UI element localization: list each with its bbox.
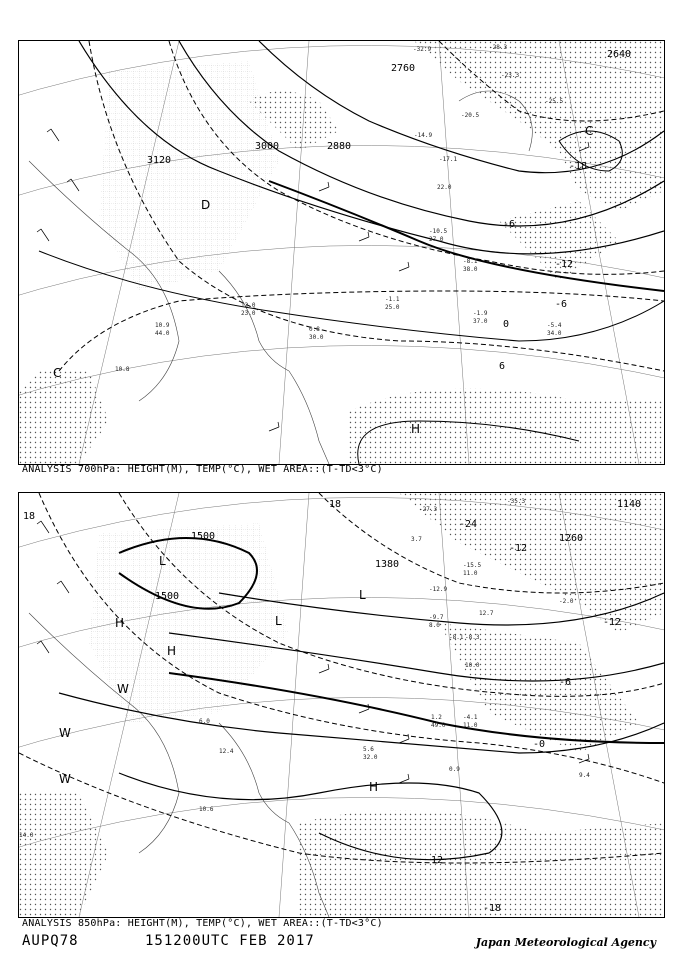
- high-pressure-symbol-2: H: [167, 644, 177, 658]
- obs-value: 14.0: [19, 832, 34, 839]
- obs-value: -8.1: [449, 634, 464, 641]
- height-label-1260: 1260: [559, 533, 584, 544]
- obs-value: 3.7: [411, 536, 422, 543]
- obs-value: 0.8: [309, 326, 320, 333]
- analysis-850hpa-map: [18, 492, 665, 918]
- obs-value: 1.2: [431, 714, 442, 721]
- height-label-1380: 1380: [375, 559, 400, 570]
- obs-value: 9.4: [579, 772, 590, 779]
- caption-850hpa: ANALYSIS 850hPa: HEIGHT(M), TEMP(°C), WET AREA::(T-TD<3°C): [22, 918, 383, 929]
- temp-label-minus18: -18: [569, 161, 588, 172]
- obs-value: 0.9: [449, 766, 460, 773]
- obs-value: -9.7: [429, 614, 444, 621]
- obs-value: 10.9: [155, 322, 170, 329]
- temp-label-0: -0: [533, 739, 546, 750]
- temp-label-6: 6: [499, 361, 506, 372]
- obs-value: -25.5: [545, 98, 564, 105]
- obs-value: -1.1: [385, 296, 400, 303]
- temp-label-minus6: -6: [559, 677, 572, 688]
- obs-value: 12.0: [241, 302, 256, 309]
- obs-value: -35.3: [507, 498, 526, 505]
- temp-label-minus18: -18: [483, 903, 502, 914]
- warm-center-symbol-3: W: [59, 772, 71, 786]
- agency-name: Japan Meteorological Agency: [475, 936, 656, 949]
- obs-value: 37.0: [473, 318, 488, 325]
- cold-center-symbol: C: [585, 124, 594, 138]
- obs-value: -12.9: [429, 586, 448, 593]
- other-center-symbol: D: [201, 198, 211, 212]
- low-pressure-symbol-3: L: [359, 588, 366, 602]
- obs-value: 32.0: [363, 754, 378, 761]
- obs-value: 10.0: [465, 662, 480, 669]
- height-label-1500b: 1500: [191, 531, 216, 542]
- temp-label-minus24: -24: [459, 519, 478, 530]
- obs-value: 22.0: [437, 184, 452, 191]
- obs-value: 12.7: [479, 610, 494, 617]
- obs-value: 12.4: [219, 748, 234, 755]
- product-code: AUPQ78: [22, 933, 79, 949]
- obs-value: -8.3: [465, 634, 480, 641]
- temp-label-18b: 18: [329, 499, 342, 510]
- obs-value: 8.0: [429, 622, 440, 629]
- obs-value: -4.1: [463, 714, 478, 721]
- obs-value: 38.0: [463, 266, 478, 273]
- obs-value: 30.0: [309, 334, 324, 341]
- map-700-svg: [19, 41, 664, 464]
- obs-value: -2.0: [559, 598, 574, 605]
- obs-value: -28.3: [489, 44, 508, 51]
- high-pressure-symbol-3: H: [369, 780, 379, 794]
- obs-value: -20.5: [461, 112, 480, 119]
- height-label-3120: 3120: [147, 155, 172, 166]
- obs-value: -32.9: [413, 46, 432, 53]
- height-label-2640: 2640: [607, 49, 632, 60]
- obs-value: 27.0: [429, 236, 444, 243]
- cold-center-symbol-west: C: [53, 366, 62, 380]
- height-label-2880: 2880: [327, 141, 352, 152]
- obs-value: -27.3: [419, 506, 438, 513]
- obs-value: 6.0: [199, 718, 210, 725]
- temp-label-18: 18: [23, 511, 36, 522]
- temp-label-minus12b: -12: [603, 617, 622, 628]
- high-pressure-symbol: H: [411, 422, 421, 436]
- height-label-2760: 2760: [391, 63, 416, 74]
- obs-value: 34.0: [547, 330, 562, 337]
- obs-value: 5.6: [363, 746, 374, 753]
- analysis-700hpa-map: [18, 40, 665, 465]
- temp-label-minus6b: -6: [503, 219, 516, 230]
- obs-value: -10.5: [429, 228, 448, 235]
- caption-700hpa: ANALYSIS 700hPa: HEIGHT(M), TEMP(°C), WET AREA::(T-TD<3°C): [22, 464, 383, 475]
- low-pressure-symbol-2: L: [275, 614, 282, 628]
- obs-value: -15.5: [463, 562, 482, 569]
- high-pressure-symbol: H: [115, 616, 125, 630]
- obs-value: -8.1: [463, 258, 478, 265]
- obs-value: 25.0: [385, 304, 400, 311]
- obs-value: 11.0: [463, 570, 478, 577]
- obs-value: -5.4: [547, 322, 562, 329]
- obs-value: -1.9: [473, 310, 488, 317]
- obs-value: 11.0: [463, 722, 478, 729]
- obs-value: -23.3: [501, 72, 520, 79]
- obs-value: 44.0: [155, 330, 170, 337]
- analysis-datetime: 151200UTC FEB 2017: [145, 933, 315, 949]
- height-label-3000: 3000: [255, 141, 280, 152]
- obs-value: 23.0: [241, 310, 256, 317]
- temp-label-minus12: -12: [509, 543, 528, 554]
- obs-value: 49.0: [431, 722, 446, 729]
- warm-center-symbol: W: [117, 682, 129, 696]
- temp-label-minus12: -12: [555, 259, 574, 270]
- temp-label-12: 12: [431, 855, 444, 866]
- low-pressure-symbol: L: [159, 554, 166, 568]
- temp-label-minus6: -6: [555, 299, 568, 310]
- height-label-1140: 1140: [617, 499, 642, 510]
- temp-label-0: 0: [503, 319, 510, 330]
- map-850-svg: [19, 493, 664, 917]
- obs-value: -17.1: [439, 156, 458, 163]
- obs-value: -14.9: [414, 132, 433, 139]
- dry-area-hatch: [99, 61, 279, 291]
- obs-value: 10.6: [199, 806, 214, 813]
- obs-value: 10.8: [115, 366, 130, 373]
- height-label-1500: 1500: [155, 591, 180, 602]
- warm-center-symbol-2: W: [59, 726, 71, 740]
